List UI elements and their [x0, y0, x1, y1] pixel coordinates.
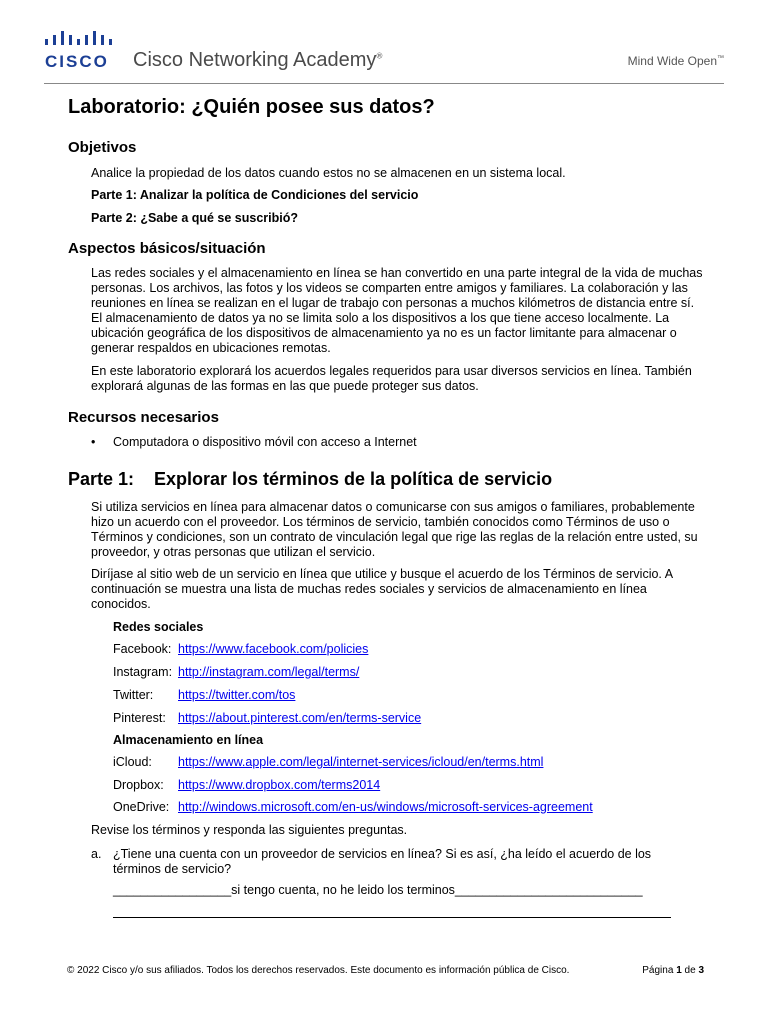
service-link-twitter[interactable]: https://twitter.com/tos: [178, 688, 296, 702]
service-label-dropbox: Dropbox:: [113, 778, 164, 792]
answer-blank-line[interactable]: [113, 917, 671, 918]
answer-line[interactable]: _________________si tengo cuenta, no he leido los terminos___________________________: [113, 883, 643, 897]
header: [44, 28, 724, 76]
service-link-icloud[interactable]: https://www.apple.com/legal/internet-services/icloud/en/terms.html: [178, 755, 544, 769]
academy-name: Cisco Networking Academy®: [133, 49, 383, 71]
header-divider: [44, 83, 724, 84]
service-label-instagram: Instagram:: [113, 665, 173, 679]
footer-copyright: © 2022 Cisco y/o sus afiliados. Todos los derechos reservados. Este documento es información pública de Cisco.: [67, 965, 570, 976]
service-link-facebook[interactable]: https://www.facebook.com/policies: [178, 642, 369, 656]
service-link-instagram[interactable]: http://instagram.com/legal/terms/: [178, 665, 360, 679]
page-number: Página 1 de 3: [642, 965, 704, 976]
part1-paragraph-1: Si utiliza servicios en línea para almacenar datos o comunicarse con sus amigos o familiares, probablemente hizo un acuerdo con el proveedor. Los términos de servicio, también conocidos como Términos de uso o Términos y condiciones, son un contrato de vinculación legal que rige las reglas de la relación entre usted, su proveedor, y otras personas que utilizan el servicio.: [91, 500, 698, 559]
service-label-onedrive: OneDrive:: [113, 800, 170, 814]
bullet-icon: •: [91, 435, 96, 449]
part1-paragraph-2: Diríjase al sitio web de un servicio en línea que utilice y busque el acuerdo de los Términos de servicio. A continuación se muestra una lista de muchas redes sociales y servicios de almacenamiento en línea conocidos.: [91, 567, 673, 611]
service-label-icloud: iCloud:: [113, 755, 152, 769]
background-heading: Aspectos básicos/situación: [68, 240, 266, 257]
storage-heading: Almacenamiento en línea: [113, 733, 264, 747]
objective-part2: Parte 2: ¿Sabe a qué se suscribió?: [91, 211, 299, 225]
background-paragraph-1: Las redes sociales y el almacenamiento en línea se han convertido en una parte integral de la vida de muchas personas. Los archivos, las fotos y los videos se comparten entre amigos y familiares. La colaboración y las reuniones en línea se realizan en el lugar de trabajo con personas a muchos kilómetros de distancia entre sí. El almacenamiento de datos ya no se limita solo a los dispositivos a los que tiene acceso localmente. La ubicación geográfica de los dispositivos de almacenamiento ya no es un factor limitante para almacenar o generar respaldos en ubicaciones remotas.: [91, 266, 703, 355]
background-paragraph-2: En este laboratorio explorará los acuerdos legales requeridos para usar diversos servicios en línea. También explorará algunas de las formas en las que puede proteger sus datos.: [91, 364, 692, 393]
objectives-heading: Objetivos: [68, 139, 137, 156]
social-heading: Redes sociales: [113, 620, 204, 634]
objectives-intro: Analice la propiedad de los datos cuando estos no se almacenen en un sistema local.: [91, 166, 566, 180]
service-label-pinterest: Pinterest:: [113, 711, 166, 725]
question-label: a.: [91, 847, 102, 861]
objective-part1: Parte 1: Analizar la política de Condiciones del servicio: [91, 188, 419, 202]
resource-item: • Computadora o dispositivo móvil con acceso a Internet: [91, 435, 417, 449]
cisco-wordmark: CISCO: [45, 52, 109, 71]
service-link-pinterest[interactable]: https://about.pinterest.com/en/terms-service: [178, 711, 422, 725]
question-text: ¿Tiene una cuenta con un proveedor de servicios en línea? Si es así, ¿ha leído el acuerdo de los términos de servicio?: [113, 847, 652, 876]
service-link-onedrive[interactable]: http://windows.microsoft.com/en-us/windows/microsoft-services-agreement: [178, 800, 593, 814]
page-title: Laboratorio: ¿Quién posee sus datos?: [68, 96, 435, 118]
review-instruction: Revise los términos y responda las siguientes preguntas.: [91, 823, 408, 837]
part1-heading: Parte 1: Explorar los términos de la política de servicio: [68, 469, 553, 489]
cisco-bars-icon: [44, 31, 114, 49]
resources-heading: Recursos necesarios: [68, 409, 219, 426]
service-label-facebook: Facebook:: [113, 642, 172, 656]
tagline: Mind Wide Open™: [627, 54, 724, 68]
service-link-dropbox[interactable]: https://www.dropbox.com/terms2014: [178, 778, 381, 792]
service-label-twitter: Twitter:: [113, 688, 154, 702]
